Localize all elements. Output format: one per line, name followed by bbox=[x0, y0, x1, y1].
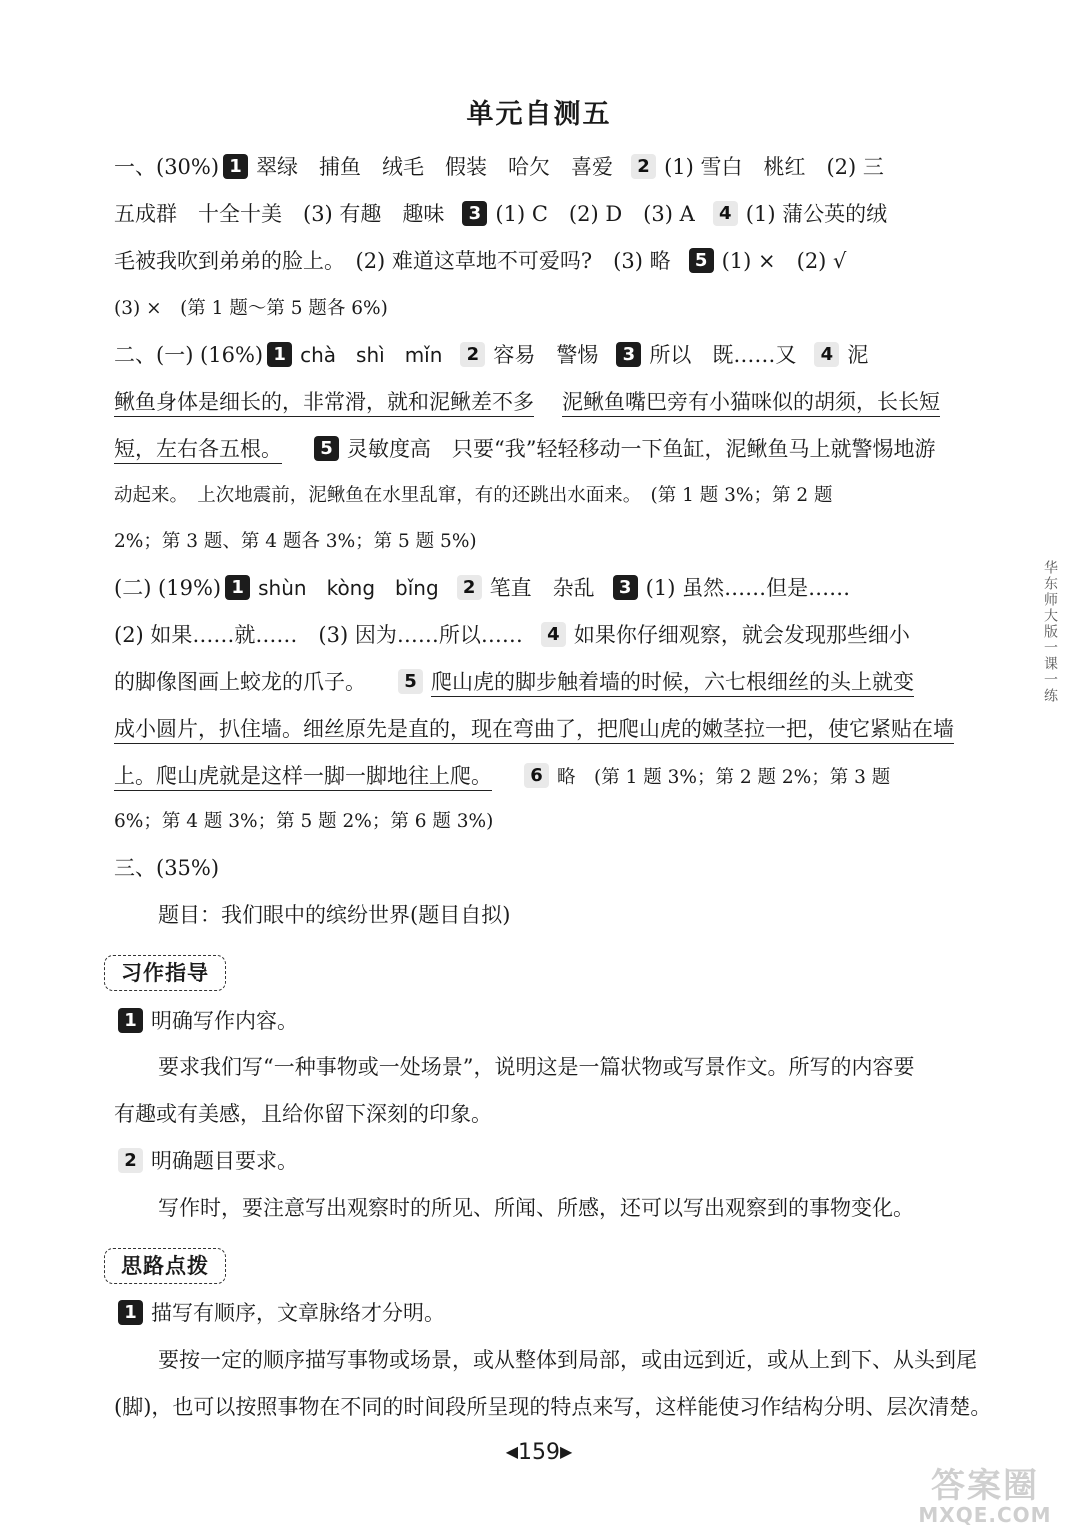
answer-text: (1) × (2) √ bbox=[721, 249, 847, 273]
number-badge: 4 bbox=[713, 201, 738, 226]
number-badge: 6 bbox=[524, 763, 549, 788]
number-badge: 5 bbox=[689, 248, 714, 273]
answer-text: 毛被我吹到弟弟的脸上。 (2) 难道这草地不可爱吗? (3) 略 bbox=[114, 249, 671, 273]
number-badge: 1 bbox=[267, 342, 292, 367]
s2-line-2 bbox=[114, 387, 974, 417]
answer-text: 灵敏度高 只要“我”轻轻移动一下鱼缸，泥鳅鱼马上就警惕地游 bbox=[347, 437, 936, 461]
answer-text: 略 (第 1 题 3%；第 2 题 2%；第 3 题 bbox=[557, 767, 891, 788]
s3-line-1 bbox=[114, 573, 974, 603]
answer-text: 的脚像图画上蛟龙的爪子。 bbox=[114, 670, 366, 694]
underlined-answer: 泥鳅鱼嘴巴旁有小猫咪似的胡须，长长短 bbox=[562, 390, 940, 417]
answer-text: 如果你仔细观察，就会发现那些细小 bbox=[573, 623, 910, 647]
pinyin-text: shùn kòng bǐng bbox=[258, 576, 439, 600]
s2-line-1 bbox=[114, 340, 974, 370]
left-triangle-icon: ◀ bbox=[505, 1442, 518, 1461]
section-heading: 二、(一) (16%) bbox=[114, 343, 264, 367]
underlined-answer: 上。爬山虎就是这样一脚一脚地往上爬。 bbox=[114, 764, 492, 791]
guide-heading: 明确题目要求。 bbox=[151, 1149, 298, 1173]
s1-line-4: (3) × (第 1 题～第 5 题各 6%) bbox=[114, 298, 388, 319]
page-number bbox=[0, 1440, 1078, 1465]
guide-item-1 bbox=[114, 1006, 974, 1036]
number-badge: 1 bbox=[118, 1300, 143, 1325]
guide-item-2 bbox=[114, 1146, 974, 1176]
s2-line-4: 动起来。 上次地震前，泥鳅鱼在水里乱窜，有的还跳出水面来。 (第 1 题 3%；第 2 题 bbox=[114, 485, 833, 506]
s1-line-3 bbox=[114, 246, 974, 276]
answer-text: 翠绿 捕鱼 绒毛 假装 哈欠 喜爱 bbox=[256, 155, 614, 179]
tips-para-1b: (脚)，也可以按照事物在不同的时间段所呈现的特点来写，这样能使习作结构分明、层次清楚。 bbox=[114, 1395, 992, 1419]
number-badge: 2 bbox=[460, 342, 485, 367]
s3-line-2 bbox=[114, 620, 974, 650]
underlined-answer: 成小圆片，扒住墙。细丝原先是直的，现在弯曲了，把爬山虎的嫩茎拉一把，使它紧贴在墙 bbox=[114, 717, 954, 744]
s4-topic: 题目：我们眼中的缤纷世界(题目自拟) bbox=[158, 903, 511, 927]
guide-heading: 明确写作内容。 bbox=[151, 1009, 298, 1033]
section-heading: 一、(30%) bbox=[114, 155, 220, 179]
number-badge: 2 bbox=[631, 154, 656, 179]
thinking-tips-label: 思路点拨 bbox=[104, 1248, 226, 1284]
answer-text: (1) 蒲公英的绒 bbox=[745, 202, 888, 226]
number-badge: 4 bbox=[814, 342, 839, 367]
number-badge: 2 bbox=[457, 575, 482, 600]
number-badge: 5 bbox=[314, 436, 339, 461]
s3-line-4 bbox=[114, 714, 974, 744]
number-badge: 5 bbox=[398, 669, 423, 694]
s4-heading: 三、(35%) bbox=[114, 856, 220, 880]
number-badge: 2 bbox=[118, 1148, 143, 1173]
answer-text: (2) 如果……就…… (3) 因为……所以…… bbox=[114, 623, 523, 647]
guide-para-1b: 有趣或有美感，且给你留下深刻的印象。 bbox=[114, 1102, 492, 1126]
answer-text: 泥 bbox=[847, 343, 869, 367]
tips-item-1 bbox=[114, 1298, 974, 1328]
answer-text: 所以 既……又 bbox=[649, 343, 797, 367]
page-number-value: 159 bbox=[518, 1440, 560, 1465]
writing-guide-label: 习作指导 bbox=[104, 955, 226, 991]
guide-para-2: 写作时，要注意写出观察时的所见、所闻、所感，还可以写出观察到的事物变化。 bbox=[158, 1196, 914, 1220]
s2-line-5: 2%；第 3 题、第 4 题各 3%；第 5 题 5%) bbox=[114, 531, 477, 552]
answer-text: (1) C (2) D (3) A bbox=[495, 202, 695, 226]
watermark-bottom-text: MXQE.COM bbox=[918, 1503, 1052, 1527]
number-badge: 1 bbox=[225, 575, 250, 600]
number-badge: 4 bbox=[541, 622, 566, 647]
s3-line-3 bbox=[114, 667, 974, 697]
number-badge: 3 bbox=[616, 342, 641, 367]
section-heading: (二) (19%) bbox=[114, 576, 222, 600]
number-badge: 3 bbox=[462, 201, 487, 226]
answer-text: (1) 虽然……但是…… bbox=[645, 576, 851, 600]
underlined-answer: 短，左右各五根。 bbox=[114, 437, 282, 464]
watermark-top-text: 答案圈 bbox=[931, 1466, 1039, 1506]
tips-para-1a: 要按一定的顺序描写事物或场景，或从整体到局部，或由远到近，或从上到下、从头到尾 bbox=[158, 1348, 977, 1372]
number-badge: 1 bbox=[223, 154, 248, 179]
pinyin-text: chà shì mǐn bbox=[300, 343, 443, 367]
answer-text: 笔直 杂乱 bbox=[489, 576, 595, 600]
s1-line-2 bbox=[114, 199, 974, 229]
answer-text: (1) 雪白 桃红 (2) 三 bbox=[664, 155, 884, 179]
s3-line-6: 6%；第 4 题 3%；第 5 题 2%；第 6 题 3%) bbox=[114, 811, 494, 832]
s3-line-5 bbox=[114, 761, 974, 791]
number-badge: 3 bbox=[613, 575, 638, 600]
underlined-answer: 爬山虎的脚步触着墙的时候，六七根细丝的头上就变 bbox=[431, 670, 914, 697]
watermark-logo bbox=[900, 1468, 1070, 1530]
underlined-answer: 鳅鱼身体是细长的，非常滑，就和泥鳅差不多 bbox=[114, 390, 534, 417]
number-badge: 1 bbox=[118, 1008, 143, 1033]
page-title: 单元自测五 bbox=[466, 99, 612, 130]
s2-line-3 bbox=[114, 434, 974, 464]
tips-heading: 描写有顺序，文章脉络才分明。 bbox=[151, 1301, 445, 1325]
guide-para-1a: 要求我们写“一种事物或一处场景”，说明这是一篇状物或写景作文。所写的内容要 bbox=[158, 1055, 915, 1079]
side-publisher-text: 华东师大版一课一练 bbox=[1042, 560, 1058, 704]
right-triangle-icon: ▶ bbox=[560, 1442, 573, 1461]
answer-text: 五成群 十全十美 (3) 有趣 趣味 bbox=[114, 202, 445, 226]
s1-line-1 bbox=[114, 152, 974, 182]
answer-text: 容易 警惕 bbox=[493, 343, 599, 367]
